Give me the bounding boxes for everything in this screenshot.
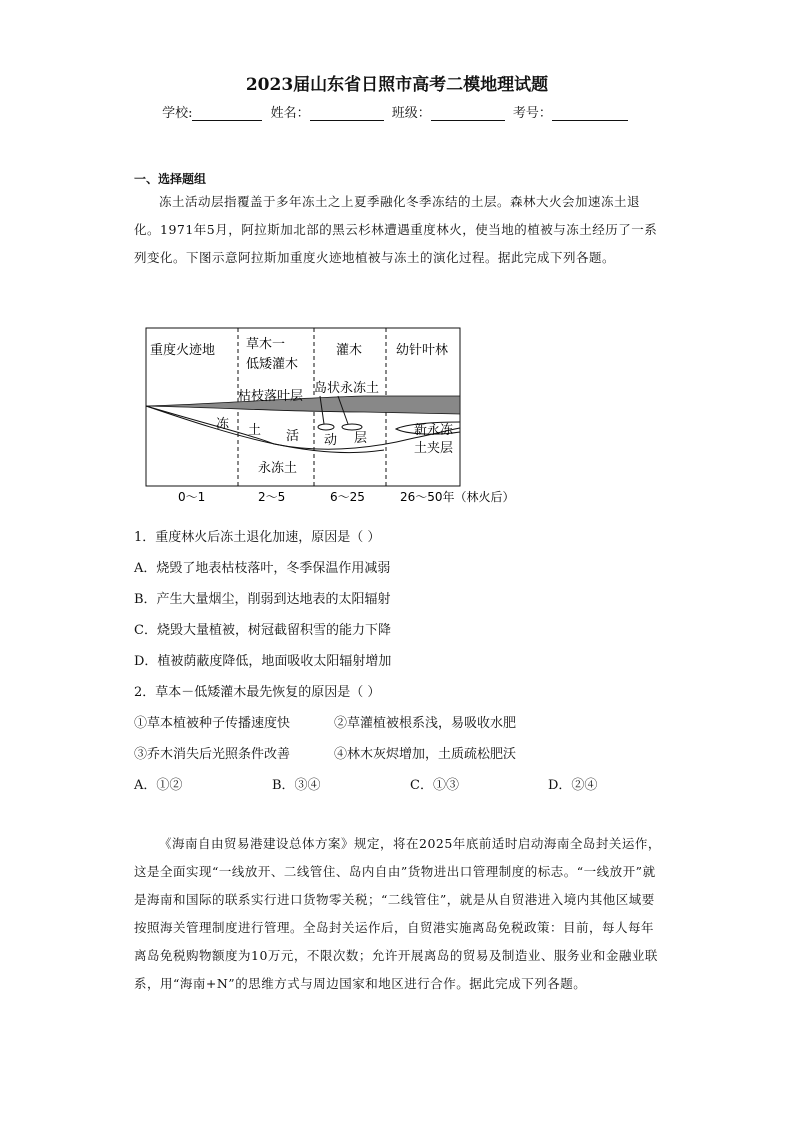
exam-no-blank[interactable] bbox=[552, 107, 628, 121]
q2-stem: 2．草本－低矮灌木最先恢复的原因是（ ） bbox=[134, 685, 381, 700]
q2-option-c[interactable]: C．①③ bbox=[410, 778, 459, 793]
stage-herb-line2: 低矮灌木 bbox=[246, 357, 299, 372]
stage-burned: 重度火迹地 bbox=[150, 343, 216, 358]
permafrost-evolution-figure bbox=[134, 326, 534, 510]
axis-tick-2: 2～5 bbox=[258, 490, 286, 504]
q1-option-a[interactable]: A．烧毁了地表枯枝落叶，冬季保温作用减弱 bbox=[134, 561, 391, 576]
name-blank[interactable] bbox=[310, 107, 384, 121]
passage-permafrost: 冻土活动层指覆盖于多年冻土之上夏季融化冬季冻结的土层。森林大火会加速冻土退化。1971年5月，阿拉斯加北部的黑云杉林遭遇重度林火，使当地的植被与冻土经历了一系列变化。下图示意阿拉斯加重度火迹地植被与冻土的演化过程。据此完成下列各题。 bbox=[134, 194, 658, 265]
label-new-layer-1: 新永冻 bbox=[414, 423, 454, 438]
exam-title: 2023届山东省日照市高考二模地理试题 bbox=[245, 75, 549, 95]
exam-no-label: 考号： bbox=[512, 106, 552, 121]
axis-tick-3: 6～25 bbox=[330, 490, 365, 504]
label-active-5: 层 bbox=[354, 431, 368, 446]
stage-young-conifer: 幼针叶林 bbox=[396, 343, 449, 358]
q2-option-d[interactable]: D．②④ bbox=[548, 778, 598, 793]
stage-shrub: 灌木 bbox=[336, 343, 363, 358]
axis-tick-1: 0～1 bbox=[178, 490, 206, 504]
school-label: 学校: bbox=[162, 106, 193, 121]
q1-stem: 1．重度林火后冻土退化加速，原因是（ ） bbox=[134, 530, 381, 545]
name-label: 姓名： bbox=[270, 106, 310, 121]
section-title: 一、选择题组 bbox=[134, 172, 207, 186]
q2-statement-3: ③乔木消失后光照条件改善 bbox=[134, 747, 291, 762]
label-island-permafrost: 岛状永冻土 bbox=[314, 381, 380, 396]
school-blank[interactable] bbox=[192, 107, 262, 121]
passage-hainan: 《海南自由贸易港建设总体方案》规定，将在2025年底前适时启动海南全岛封关运作，这是全面实现“一线放开、二线管住、岛内自由”货物进出口管理制度的标志。“一线放开”就是海南和国际的联系实行进口货物零关税；“二线管住”，就是从自贸港进入境内其他区域要按照海关管理制度进行管理。全岛封关运作后，自贸港实施离岛免税政策：目前，每人每年离岛免税购物额度为10万元，不限次数；允许开展离岛的贸易及制造业、服务业和金融业联系，用“海南+N”的思维方式与周边国家和地区进行合作。据此完成下列各题。 bbox=[134, 836, 661, 991]
q1-option-c[interactable]: C．烧毁大量植被，树冠截留积雪的能力下降 bbox=[134, 623, 391, 638]
label-new-layer-2: 土夹层 bbox=[414, 441, 454, 456]
label-permafrost: 永冻土 bbox=[258, 461, 298, 476]
label-active-2: 土 bbox=[248, 423, 262, 438]
label-active-1: 冻 bbox=[216, 417, 230, 432]
q2-statement-1: ①草本植被种子传播速度快 bbox=[134, 716, 291, 731]
class-label: 班级： bbox=[391, 106, 431, 121]
q1-option-d[interactable]: D．植被荫蔽度降低，地面吸收太阳辐射增加 bbox=[134, 654, 392, 669]
label-active-4: 动 bbox=[324, 433, 338, 448]
student-info-row bbox=[0, 102, 794, 121]
stage-herb-line1: 草木一 bbox=[246, 337, 286, 352]
label-active-3: 活 bbox=[286, 429, 300, 444]
q2-statement-2: ②草灌植被根系浅，易吸收水肥 bbox=[334, 716, 517, 731]
class-blank[interactable] bbox=[431, 107, 505, 121]
q1-option-b[interactable]: B．产生大量烟尘，削弱到达地表的太阳辐射 bbox=[134, 592, 391, 607]
axis-tick-4: 26～50年（林火后） bbox=[400, 490, 515, 504]
label-litter: 枯枝落叶层 bbox=[238, 389, 304, 404]
q2-option-a[interactable]: A．①② bbox=[134, 778, 183, 793]
q2-option-b[interactable]: B．③④ bbox=[272, 778, 321, 793]
q2-statement-4: ④林木灰烬增加，土质疏松肥沃 bbox=[334, 747, 517, 762]
